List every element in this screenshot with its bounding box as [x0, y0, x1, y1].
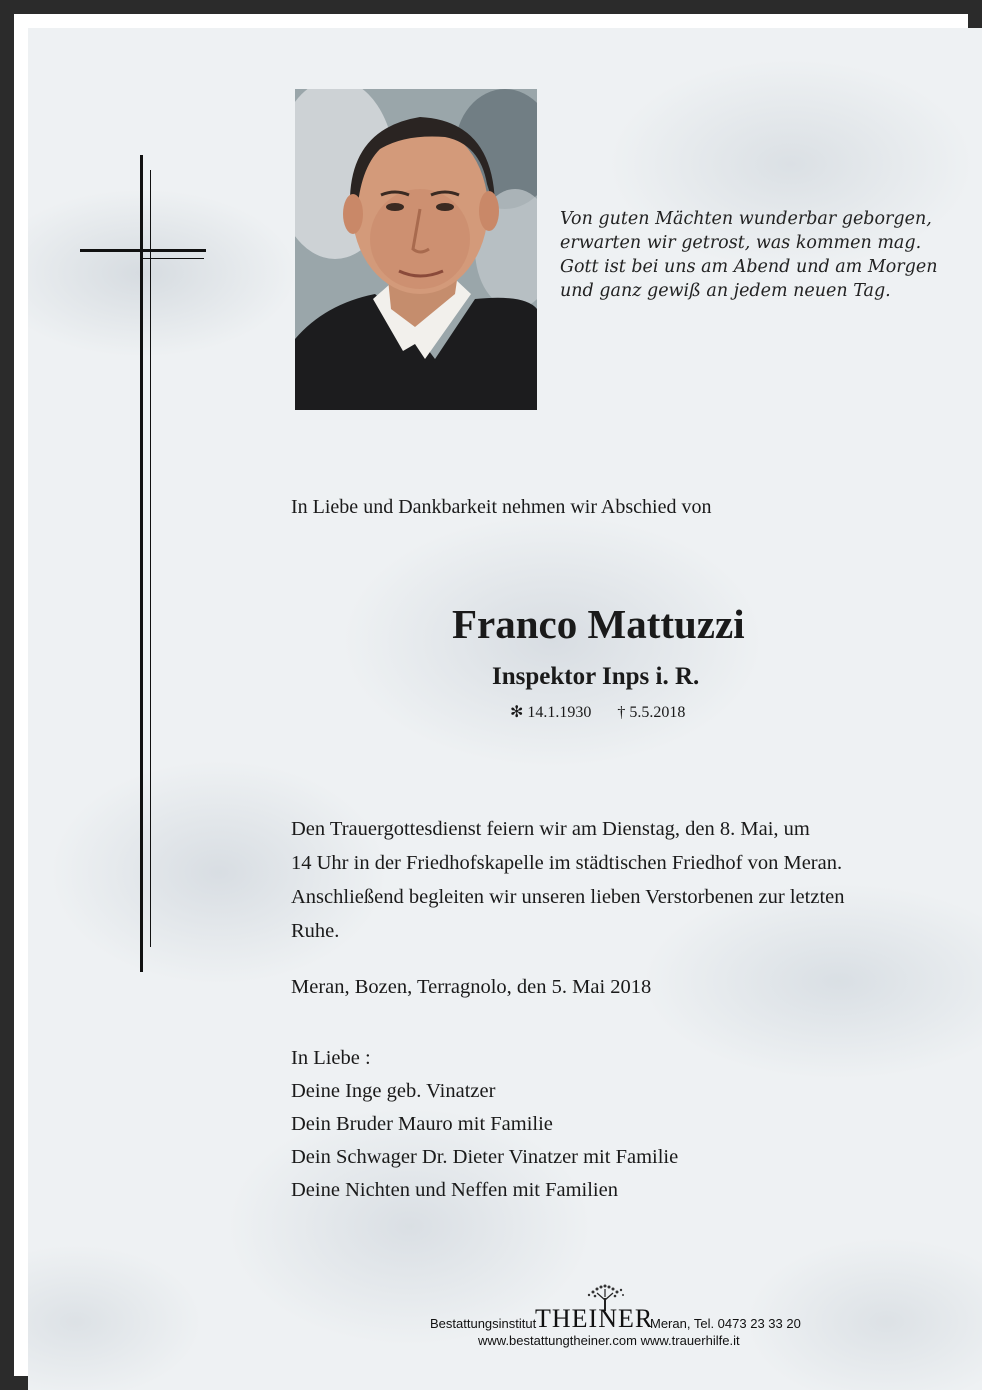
intro-text: In Liebe und Dankbarkeit nehmen wir Abschied von: [291, 496, 712, 518]
death-date: † 5.5.2018: [617, 704, 686, 721]
service-line: Den Trauergottesdienst feiern wir am Dienstag, den 8. Mai, um: [291, 818, 810, 840]
poem-line: Gott ist bei uns am Abend und am Morgen: [560, 257, 938, 277]
service-announcement: [291, 812, 931, 948]
footer-contact: Meran, Tel. 0473 23 33 20: [650, 1316, 801, 1331]
deceased-name: Franco Mattuzzi: [452, 601, 745, 647]
service-line: Ruhe.: [291, 920, 340, 942]
mourner-name: Dein Schwager Dr. Dieter Vinatzer mit Familie: [291, 1146, 679, 1168]
mourner-name: Deine Inge geb. Vinatzer: [291, 1080, 496, 1102]
birth-date: ✻ 14.1.1930: [510, 704, 592, 721]
mourner-name: Deine Nichten und Neffen mit Familien: [291, 1179, 618, 1201]
portrait-photo: [295, 89, 537, 410]
place-date: Meran, Bozen, Terragnolo, den 5. Mai 2018: [291, 976, 652, 998]
service-line: 14 Uhr in der Friedhofskapelle im städtischen Friedhof von Meran.: [291, 852, 843, 874]
footer-prefix: Bestattungsinstitut: [430, 1316, 537, 1331]
mourners-list: [291, 1042, 678, 1207]
service-line: Anschließend begleiten wir unseren lieben Verstorbenen zur letzten: [291, 886, 845, 908]
poem: [560, 207, 950, 303]
mourner-name: Dein Bruder Mauro mit Familie: [291, 1113, 553, 1135]
mourners-heading: In Liebe :: [291, 1047, 371, 1069]
poem-line: und ganz gewiß an jedem neuen Tag.: [560, 281, 891, 301]
footer-web: www.bestattungtheiner.com www.trauerhilfe.it: [478, 1333, 740, 1348]
poem-line: erwarten wir getrost, was kommen mag.: [560, 233, 922, 253]
life-dates: [510, 702, 707, 722]
deceased-title: Inspektor Inps i. R.: [492, 663, 700, 690]
poem-line: Von guten Mächten wunderbar geborgen,: [560, 209, 932, 229]
footer-brand: THEINER: [535, 1304, 654, 1333]
